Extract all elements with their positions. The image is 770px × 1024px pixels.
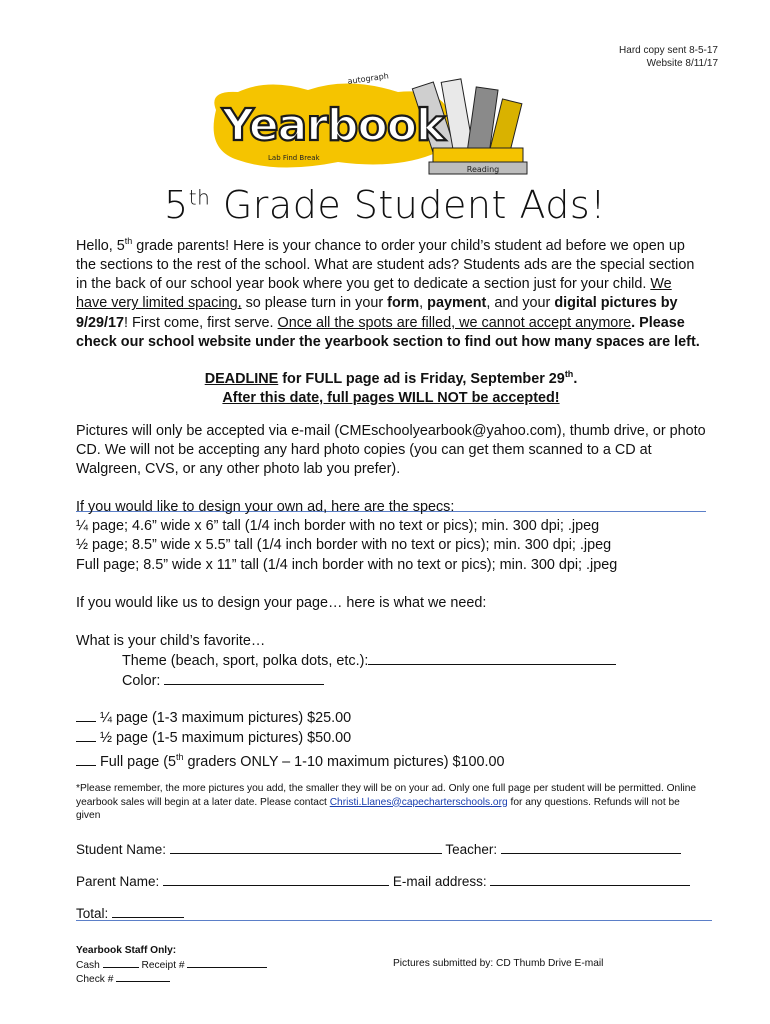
quarter-checkbox[interactable] [76,708,96,722]
total-row: Total: [76,904,706,923]
total-field[interactable] [112,904,184,918]
option-full: Full page (5th graders ONLY – 1-10 maximum pictures) $100.00 [76,748,706,772]
full-checkbox[interactable] [76,752,96,766]
option-half: ½ page (1-5 maximum pictures) $50.00 [76,728,706,748]
teacher-field[interactable] [501,840,681,854]
theme-row: Theme (beach, sport, polka dots, etc.): [76,651,706,671]
favorites-section [76,632,706,692]
parent-row: Parent Name: E-mail address: [76,872,706,891]
blue-divider-bottom [76,920,712,921]
hardcopy-date: Hard copy sent 8-5-17 [619,45,718,56]
theme-field[interactable] [368,651,616,665]
logo-autograph: autograph [347,71,390,86]
pictures-submitted: Pictures submitted by: CD Thumb Drive E-mail [393,958,604,969]
receipt-field[interactable] [187,958,267,968]
favorites-question: What is your child’s favorite… [76,633,266,649]
student-name-field[interactable] [170,840,442,854]
logo-motto: Lab Find Break [268,154,320,162]
logo-book-label: Reading [466,165,500,174]
spec-half: ½ page; 8.5” wide x 5.5” tall (1/4 inch border with no text or pics); min. 300 dpi; .jpeg [76,537,612,554]
page-title: 5th Grade Student Ads! [164,183,606,227]
policy-note: *Please remember, the more pictures you add, the smaller they will be on your ad. Only one full page per student will be permitted. Online yearbook sales will begin at a later date. Please contact Christi.Llanes@capecharterschools.org for any questions. Refunds will not be given [76,783,697,821]
specs-heading: If you would like to design your own ad, here are the specs: [76,499,455,515]
check-field[interactable] [116,972,170,982]
website-date: Website 8/11/17 [646,58,718,69]
staff-cash-row: Cash Receipt # [76,958,267,973]
pictures-paragraph: Pictures will only be accepted via e-mail (CMEschoolyearbook@yahoo.com), thumb drive, or photo CD. We will not be accepting any hard photo copies (you can get them scanned to a CD at Walgreen, CVS, or any other photo lab you prefer). [76,423,706,478]
spec-quarter: ¼ page; 4.6” wide x 6” tall (1/4 inch border with no text or pics); min. 300 dpi; .jpeg [76,518,600,535]
student-row: Student Name: Teacher: [76,840,706,859]
deadline-warning: After this date, full pages WILL NOT be accepted! [222,390,560,406]
email-field[interactable] [490,872,690,886]
color-field[interactable] [164,671,324,685]
deadline-notice: DEADLINE for FULL page ad is Friday, September 29th. After this date, full pages WILL NOT be accepted! [76,365,706,408]
cash-field[interactable] [103,958,139,968]
spec-full: Full page; 8.5” wide x 11” tall (1/4 inch border with no text or pics); min. 300 dpi; .jpeg [76,556,618,573]
staff-check-row: Check # [76,972,267,987]
intro-paragraph: Hello, 5th grade parents! Here is your chance to order your child’s student ad before we open up the sections to the rest of the school. What are student ads? Students ads are the special section in the back of our school year book where you get to dedicate a section just for your child. We have very limited spacing, so please turn in your form, payment, and your digital pictures by 9/29/17! First come, first serve. Once all the spots are filled, we cannot accept anymore. Please check our school website under the yearbook section to find out how many spaces are left. [76,236,700,350]
logo-word: Yearbook [222,100,445,151]
revision-note [619,44,718,70]
yearbook-logo [198,70,538,182]
specs-section [76,498,706,575]
pricing-options [76,708,706,772]
parent-name-field[interactable] [163,872,389,886]
option-quarter: ¼ page (1-3 maximum pictures) $25.00 [76,708,706,728]
staff-section [76,944,267,987]
contact-email-link[interactable]: Christi.Llanes@capecharterschools.org [329,796,508,808]
staff-heading: Yearbook Staff Only: [76,945,177,956]
color-row: Color: [76,671,706,691]
half-checkbox[interactable] [76,728,96,742]
design-heading: If you would like us to design your page… here is what we need: [76,595,487,611]
